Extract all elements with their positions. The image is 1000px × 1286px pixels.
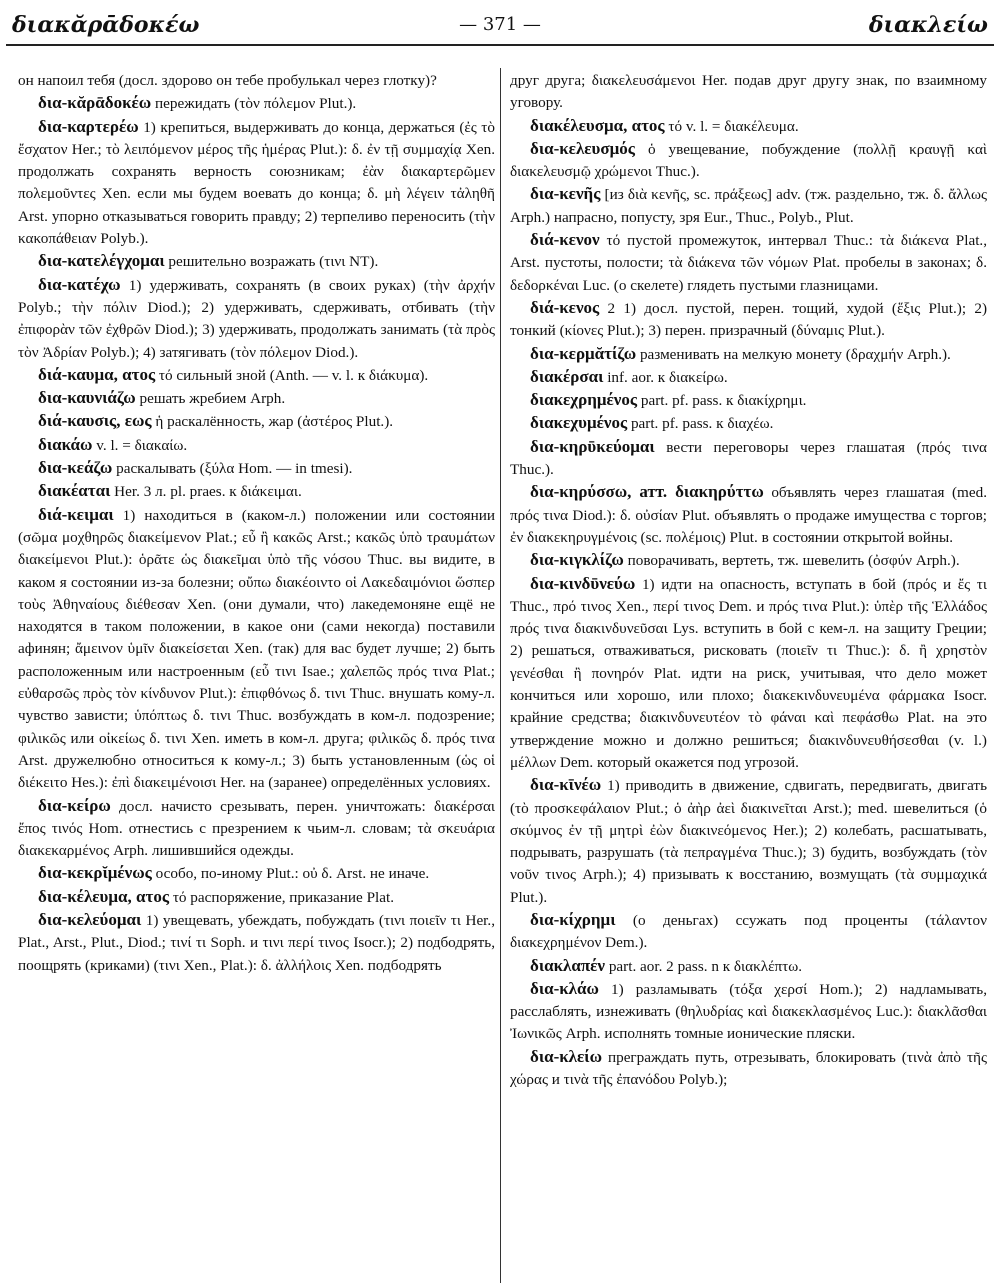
entry-headword: δια-κεάζω: [38, 458, 113, 478]
entry-headword: διακεχυμένος: [530, 413, 628, 433]
entry-headword: δια-κηρύσσω, атт. διακηρύττω: [530, 482, 764, 502]
entry-text: разменивать на мелкую монету (δραχμήν Arph.).: [639, 345, 951, 363]
entry-headword: δια-κίχρημι: [530, 909, 616, 929]
entry-headword: διακέαται: [38, 481, 111, 501]
entry-text: 1) приводить в движение, сдвигать, передвигать, двигать (τὸ προσκεφάλαιον Plut.; ὁ ἀὴρ ἀεὶ διακινεῖται Arst.); med. шевелиться (ὁ σκύμνος ἐν τῇ μητρὶ ἐὼν διακινεόμενος Her.); 2) колебать, расшатывать, подрывать, разрушать (τὰ πεπραγμένα Thuc.); 3) будить, возбуждать (τὸν νοῦν τινος Arph.); 4) призывать к восстанию, возмущать (τὰ συμμαχικά Plut.).: [510, 777, 987, 906]
entry-text: part. pf. pass. к διακίχρημι.: [640, 392, 807, 410]
entry-text: поворачивать, вертеть, тж. шевелить (ὀσφύν Arph.).: [627, 552, 960, 570]
dictionary-entry: [510, 436, 987, 482]
entry-text: досл. начисто срезывать, перен. уничтожать: διακέρσαι ἔπος τινός Hom. отнестись с презрением к чьим-л. словам; τὰ σκευάρια διακεκαρμένος Arph. лишившийся одежды.: [18, 797, 496, 860]
dictionary-entry: [18, 92, 495, 115]
entry-text: 1) идти на опасность, вступать в бой (πρός и ἔς τι Thuc., πρό τινος Xen., περί τινος Dem. и πρός τινα Plut.): ὑπὲρ τῆς Ἑλλάδος πρός τινα διακινδυνεῦσαι Lys. вступить в бой с кем-л. на защиту Греции; 2) решаться, отваживаться, рисковать (ποιεῖν τι Thuc.): δ. ἢ χρηστὸν γενέσθαι ἢ πονηρόν Plat. идти на риск, учитывая, что дело может кончиться или хорошо, или плохо; διακεκινδυνευμένα φάρμακα Isocr. крайние средства; διακινδυνευτέον τὸ φάναι καὶ πεφάσθω Plat. на это утверждение можно и должно решиться; διακινδυνευθήσεσθαι (v. l.) μέλλων Dem. который окажется под угрозой.: [510, 575, 987, 771]
dictionary-entry: [18, 909, 495, 977]
entry-text: 1) увещевать, убеждать, побуждать (τινι ποιεῖν τι Her., Plat., Arst., Plut., Diod.; τινί τι Soph. и τινι περί τινος Isocr.); 2) подбодрять, поощрять (криками) (τινι Xen., Plat.): δ. ἀλλήλοις Xen. подбодрять: [18, 911, 495, 974]
right-running-head: διακλείω: [868, 12, 988, 38]
entry-headword: διά-κενον: [530, 230, 600, 250]
entry-headword: διακεχρημένος: [530, 390, 638, 410]
entry-headword: δια-κηρῡκεύομαι: [530, 436, 655, 456]
entry-text: 1) находиться в (каком-л.) положении или состоянии (σῶμα μοχθηρῶς διακείμενον Plat.; εὖ ἢ κακῶς Arst.; κακῶς ὑπὸ τραυμάτων διακείμενοι Plut.): ὁρᾶτε ὡς διακεῖμαι ὑπὸ τῆς νόσου Thuc. вы видите, в каком я состоянии из-за болезни; οὔπω διακέοιντο οἱ Λακεδαιμόνιοι ὥσπερ τοὺς Ἀθηναίους διέθεσαν Xen. (они думали, что) лакедемоняне ещё не находятся в таком положении, в какое они (сами некогда) поставили афинян; ἄμεινον ὑμῖν διακείσεται Xen. (так) для вас будет лучше; 2) быть расположенным или настроенным (εὖ τινι Isae.; χαλεπῶς πρός τινα Plat.; εὐθαρσῶς πρὸς τὸν κίνδυνον Plut.): ἐπιφθόνως δ. τινι Thuc. внушать кому-л. чувство зависти; ὑπόπτως δ. τινι Thuc. возбуждать в ком-л. подозрение; φιλικῶς или οἰκείως δ. τινι Xen. иметь в ком-л. друга; φιλικῶς δ. πρός τινα Arst. дружелюбно относиться к кому-л.; 3) быть установленным (ὡς οἱ διέκειτο Hes.): ἐπὶ διακειμένοισι Her. на (заранее) определённых условиях.: [18, 506, 495, 792]
entry-text: ἡ раскалённость, жар (ἀστέρος Plut.).: [155, 413, 394, 431]
entry-headword: δια-κερμᾰτίζω: [530, 343, 637, 363]
dictionary-entry: [18, 410, 495, 433]
dictionary-entry: [18, 886, 495, 909]
entry-text: Her. 3 л. pl. praes. к διάκειμαι.: [114, 483, 302, 501]
entry-text: inf. aor. к διακείρω.: [607, 368, 728, 386]
dictionary-entry: [510, 955, 987, 978]
entry-text: 2 1) досл. пустой, перен. тощий, худой (ἕξις Plut.); 2) тонкий (κίονες Plut.); 3) перен. призрачный (δύναμις Plut.).: [510, 299, 987, 340]
dictionary-entry: [18, 70, 495, 92]
entry-headword: διακλαπέν: [530, 955, 606, 975]
entry-text: пережидать (τὸν πόλεμον Plut.).: [155, 95, 357, 113]
entry-text: part. aor. 2 pass. n к διακλέπτω.: [608, 957, 803, 975]
dictionary-entry: [510, 549, 987, 572]
page-number: — 371 —: [459, 14, 541, 35]
entry-text: друг друга; διακελευσάμενοι Her. подав друг другу знак, по взаимному уговору.: [510, 72, 987, 112]
entry-text: v. l. = διακαίω.: [96, 436, 188, 454]
left-running-head: διακᾰρᾱδοκέω: [12, 12, 200, 38]
entry-headword: δια-καυνιάζω: [38, 388, 136, 408]
entry-headword: δια-κατέχω: [38, 274, 121, 294]
dictionary-entry: [510, 138, 987, 184]
dictionary-entry: [18, 457, 495, 480]
dictionary-entry: [18, 434, 495, 457]
entry-headword: δια-κείρω: [38, 795, 111, 815]
entry-headword: διακέρσαι: [530, 366, 604, 386]
entry-text: вести переговоры через глашатая (πρός τινα Thuc.).: [510, 438, 988, 479]
dictionary-entry: [510, 366, 987, 389]
entry-headword: διά-κειμαι: [38, 504, 114, 524]
dictionary-entry: [18, 364, 495, 387]
entry-headword: διακέλευσμα, ατος: [530, 115, 665, 135]
entry-headword: δια-κλάω: [530, 978, 599, 998]
entry-headword: δια-κινδῡνεύω: [530, 573, 636, 593]
dictionary-entry: [510, 229, 987, 297]
entry-headword: δια-κῑνέω: [530, 775, 602, 795]
dictionary-entry: [18, 274, 495, 364]
entry-headword: διά-καυμα, ατος: [38, 364, 156, 384]
entry-text: он напоил тебя (досл. здорово он тебе пробулькал через глотку)?: [18, 72, 437, 89]
header-rule: [6, 44, 994, 46]
left-column: [18, 70, 495, 977]
dictionary-entry: [510, 909, 987, 955]
entry-text: 1) удерживать, сохранять (в своих руках) (τὴν ἀρχήν Polyb.; τὴν πόλιν Diod.); 2) удерживать, сдерживать, отбивать (τὴν ἐπιφορὰν τῶν ἐχθρῶν Diod.); 3) удерживать, продолжать занимать (τὰ πρὸς τὸν Ἀδρίαν Polyb.); 4) затягивать (τὸν πόλεμον Diod.).: [18, 276, 496, 361]
entry-text: τό сильный зной (Anth. — v. l. к διάκυμα).: [158, 366, 429, 384]
page-header: [0, 0, 1000, 46]
dictionary-entry: [18, 862, 495, 885]
dictionary-entry: [510, 774, 987, 909]
dictionary-entry: [510, 978, 987, 1046]
dictionary-entry: [510, 481, 987, 549]
entry-headword: δια-κλείω: [530, 1046, 602, 1066]
entry-text: τό распоряжение, приказание Plat.: [172, 888, 395, 906]
entry-headword: διά-καυσις, εως: [38, 411, 152, 431]
dictionary-entry: [510, 389, 987, 412]
entry-text: τό пустой промежуток, интервал Thuc.: τὰ διάκενα Plat., Arst. пустоты, полости; τὰ διάκενα τῶν νόμων Plat. пробелы в законах; δ. δεδορκέναι Luc. (о скелете) глядеть пустыми глазницами.: [510, 232, 988, 294]
dictionary-entry: [510, 183, 987, 229]
column-divider: [500, 68, 501, 1283]
dictionary-entry: [18, 387, 495, 410]
dictionary-entry: [510, 70, 987, 115]
entry-headword: δια-κᾰρᾱδοκέω: [38, 93, 152, 113]
entry-text: преграждать путь, отрезывать, блокировать (τινὰ ἀπὸ τῆς χώρας и τινὰ τῆς ἐπανόδου Polyb.);: [510, 1048, 988, 1089]
entry-headword: δια-κενῆς: [530, 184, 601, 204]
dictionary-entry: [510, 297, 987, 343]
entry-headword: δια-κεκρῐμένως: [38, 863, 152, 883]
entry-text: 1) крепиться, выдерживать до конца, держаться (ἐς τὸ ἔσχατον Her.; τὸ λειπόμενον μέρος τῆς ἡμέρας Plut.): δ. ἐν τῇ συμμαχίᾳ Xen. продолжать сохранять верность союзникам; ἐὰν διακαρτερῶμεν πολεμοῦντες Xen. если мы будем воевать до конца; δ. μὴ λέγειν τἀληθῆ Arst. упорно отказываться говорить правду; 2) терпеливо переносить (τὴν κακοπάθειαν Polyb.).: [18, 118, 496, 248]
dictionary-entry: [18, 116, 495, 251]
dictionary-entry: [18, 250, 495, 273]
entry-text: ὁ увещевание, побуждение (πολλῇ κραυγῇ καὶ διακελευσμῷ χρώμενοι Thuc.).: [510, 140, 987, 181]
entry-headword: διακάω: [38, 434, 93, 454]
dictionary-entry: [510, 343, 987, 366]
entry-text: решать жребием Arph.: [139, 390, 286, 408]
entry-headword: δια-καρτερέω: [38, 116, 139, 136]
entry-headword: δια-κελεύομαι: [38, 909, 142, 929]
entry-text: [из διὰ κενῆς, sc. πράξεως] adv. (тж. раздельно, тж. δ. ἄλλως Arph.) напрасно, попусту, зря Eur., Thuc., Polyb., Plut.: [510, 186, 988, 226]
entry-text: особо, по-иному Plut.: οὐ δ. Arst. не иначе.: [155, 865, 430, 883]
entry-text: τό v. l. = διακέλευμα.: [668, 117, 799, 135]
dictionary-entry: [510, 115, 987, 138]
entry-text: part. pf. pass. к διαχέω.: [630, 415, 774, 433]
entry-text: раскалывать (ξύλα Hom. — in tmesi).: [116, 460, 353, 478]
right-column: [510, 70, 987, 1091]
dictionary-entry: [510, 1046, 987, 1092]
entry-text: объявлять через глашатая (med. πρός τινα Diod.): δ. οὐσίαν Plut. объявлять о продаже имущества с торгов; ἐν διακεκηρυγμένοις (sc. πολέμοις) Plut. в состоянии открытой войны.: [510, 484, 988, 546]
entry-headword: διά-κενος: [530, 297, 600, 317]
entry-text: 1) разламывать (τόξα χερσί Hom.); 2) надламывать, расслаблять, изнеживать (θηλυδρίας καὶ διακεκλασμένος Luc.): διακλᾶσθαι Ἰωνικῶς Arph. исполнять томные ионические пляски.: [510, 980, 987, 1043]
dictionary-entry: [18, 795, 495, 863]
dictionary-entry: [18, 504, 495, 795]
entry-headword: δια-κιγκλίζω: [530, 550, 624, 570]
entry-text: решительно возражать (τινι NT).: [168, 253, 379, 271]
entry-headword: δια-κέλευμα, ατος: [38, 886, 170, 906]
dictionary-entry: [510, 412, 987, 435]
dictionary-entry: [18, 480, 495, 503]
entry-headword: δια-κατελέγχομαι: [38, 251, 165, 271]
entry-headword: δια-κελευσμός: [530, 138, 635, 158]
dictionary-entry: [510, 573, 987, 775]
entry-text: (о деньгах) ссужать под проценты (τάλαντον διακεχρημένον Dem.).: [510, 911, 987, 952]
